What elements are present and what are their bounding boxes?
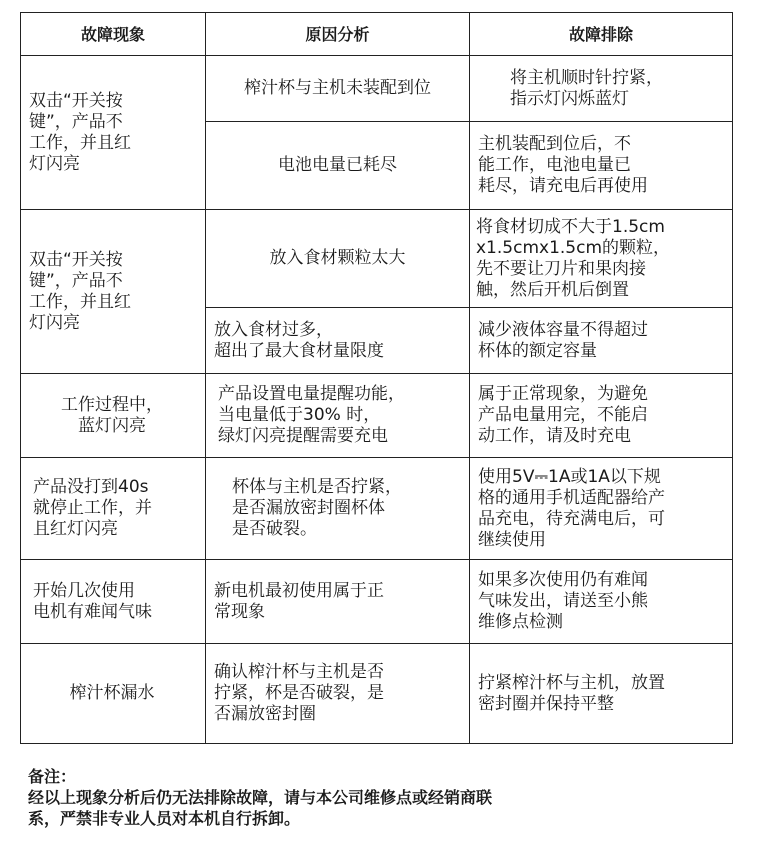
- fix-cell: 如果多次使用仍有难闻 气味发出，请送至小熊 维修点检测: [470, 560, 733, 644]
- note-section: [28, 766, 738, 829]
- fix-cell: 主机装配到位后，不 能工作，电池电量已 耗尽，请充电后再使用: [470, 122, 733, 210]
- table-row: [21, 644, 733, 744]
- cause-cell: 放入食材颗粒太大: [206, 210, 470, 308]
- fix-cell: 使用5V⎓1A或1A以下规 格的通用手机适配器给产 品充电，待充满电后，可 继续使用: [470, 458, 733, 560]
- cause-cell: 确认榨汁杯与主机是否 拧紧，杯是否破裂，是 否漏放密封圈: [206, 644, 470, 744]
- symptom-cell: 产品没打到40s 就停止工作，并 且红灯闪亮: [21, 458, 206, 560]
- note-text: 经以上现象分析后仍无法排除故障，请与本公司维修点或经销商联 系，严禁非专业人员对本机自行拆卸。: [28, 788, 493, 828]
- fix-cell: 将主机顺时针拧紧， 指示灯闪烁蓝灯: [470, 56, 733, 122]
- symptom-cell: 双击“开关按 键”，产品不 工作，并且红 灯闪亮: [21, 56, 206, 210]
- troubleshooting-table: [20, 12, 733, 744]
- table-row: [21, 56, 733, 122]
- symptom-cell: 双击“开关按 键”，产品不 工作，并且红 灯闪亮: [21, 210, 206, 374]
- symptom-cell: 开始几次使用 电机有难闻气味: [21, 560, 206, 644]
- symptom-cell: 榨汁杯漏水: [21, 644, 206, 744]
- fix-cell: 减少液体容量不得超过 杯体的额定容量: [470, 308, 733, 374]
- table-row: [21, 458, 733, 560]
- header-row: [21, 13, 733, 56]
- cause-cell: 榨汁杯与主机未装配到位: [206, 56, 470, 122]
- cause-cell: 杯体与主机是否拧紧， 是否漏放密封圈杯体 是否破裂。: [206, 458, 470, 560]
- header-cause: 原因分析: [206, 13, 470, 56]
- note-title: 备注：: [28, 767, 77, 786]
- table-row: [21, 560, 733, 644]
- fix-cell: 属于正常现象，为避免 产品电量用完，不能启 动工作，请及时充电: [470, 374, 733, 458]
- cause-cell: 放入食材过多， 超出了最大食材量限度: [206, 308, 470, 374]
- header-fix: 故障排除: [470, 13, 733, 56]
- cause-cell: 新电机最初使用属于正 常现象: [206, 560, 470, 644]
- table-row: [21, 374, 733, 458]
- cause-cell: 电池电量已耗尽: [206, 122, 470, 210]
- table-row: [21, 210, 733, 308]
- fix-cell: 拧紧榨汁杯与主机，放置 密封圈并保持平整: [470, 644, 733, 744]
- symptom-cell: 工作过程中， 蓝灯闪亮: [21, 374, 206, 458]
- fix-cell: 将食材切成不大于1.5cm x1.5cmx1.5cm的颗粒， 先不要让刀片和果肉接 触，然后开机后倒置: [470, 210, 733, 308]
- cause-cell: 产品设置电量提醒功能， 当电量低于30% 时， 绿灯闪亮提醒需要充电: [206, 374, 470, 458]
- header-symptom: 故障现象: [21, 13, 206, 56]
